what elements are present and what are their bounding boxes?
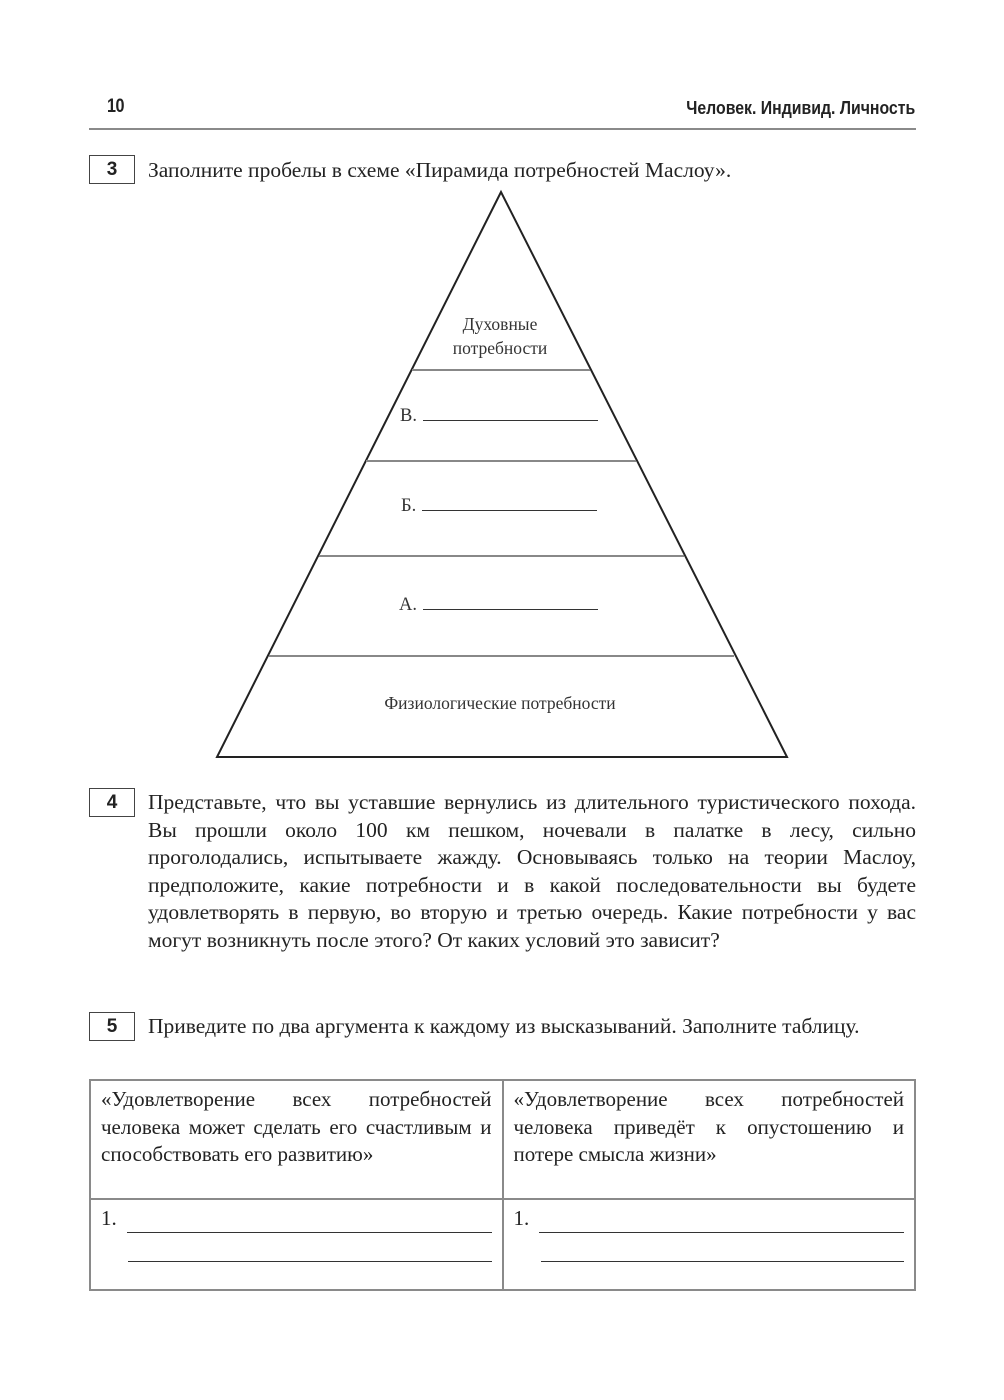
answer-blank[interactable] — [539, 1212, 904, 1233]
answer-number: 1. — [513, 1206, 530, 1230]
blank-letter-a: А. — [399, 595, 417, 615]
answer-blank-continuation[interactable] — [541, 1241, 905, 1262]
blank-letter-v: В. — [400, 406, 417, 426]
task-5-prompt: Приведите по два аргумента к каждому из высказываний. Заполните таблицу. — [148, 1014, 860, 1038]
answer-line-contra-1[interactable] — [514, 1205, 905, 1233]
answer-line-contra-2[interactable] — [514, 1241, 905, 1262]
answer-blank-continuation[interactable] — [128, 1241, 492, 1262]
pyramid-level-spiritual — [400, 312, 600, 360]
answer-cell-pro[interactable] — [90, 1199, 503, 1290]
answer-blank[interactable] — [127, 1212, 492, 1233]
pyramid-blank-a[interactable] — [399, 591, 598, 616]
task-4-prompt: Представьте, что вы уставшие вернулись из длительного туристического похода. Вы прошли около 100 км пешком, ночевали в палатке в лесу, сильно проголодались, испытываете жажду. Основываясь только на теории Маслоу, предположите, какие потребности и в какой последовательности вы будете удовлетворять в первую, во вторую и третью очередь. Какие потребности у вас могут возникнуть после этого? От каких условий это зависит? — [148, 790, 916, 952]
task-number-box-5: 5 — [89, 1012, 135, 1041]
running-title: Человек. Индивид. Личность — [685, 98, 915, 118]
blank-line-a[interactable] — [423, 591, 598, 610]
table-answer-row — [90, 1199, 915, 1290]
task-number-box-3: 3 — [89, 155, 135, 184]
pyramid-top-label-line2: потребности — [452, 338, 548, 358]
blank-line-b[interactable] — [422, 492, 597, 511]
pyramid-blank-v[interactable] — [400, 402, 598, 427]
pyramid-top-label-line1: Духовные — [462, 314, 538, 334]
pyramid-blank-b[interactable] — [401, 492, 597, 517]
answer-line-pro-2[interactable] — [101, 1241, 492, 1262]
arguments-table — [89, 1079, 916, 1291]
statement-cell-pro: «Удовлетворение всех потребностей человека может сделать его счастливым и способствовать его развитию» — [90, 1080, 503, 1199]
statement-cell-contra: «Удовлетворение всех потребностей человека приведёт к опустошению и потере смысла жизни» — [503, 1080, 916, 1199]
page-number: 10 — [107, 96, 125, 117]
answer-line-pro-1[interactable] — [101, 1205, 492, 1233]
answer-cell-contra[interactable] — [503, 1199, 916, 1290]
blank-letter-b: Б. — [401, 496, 417, 516]
task-3-prompt: Заполните пробелы в схеме «Пирамида потребностей Маслоу». — [148, 158, 732, 182]
answer-number: 1. — [101, 1206, 117, 1230]
blank-line-v[interactable] — [423, 402, 598, 421]
task-number-box-4: 4 — [89, 788, 135, 817]
pyramid-level-physiological: Физиологические потребности — [384, 693, 616, 713]
table-header-row — [90, 1080, 915, 1199]
